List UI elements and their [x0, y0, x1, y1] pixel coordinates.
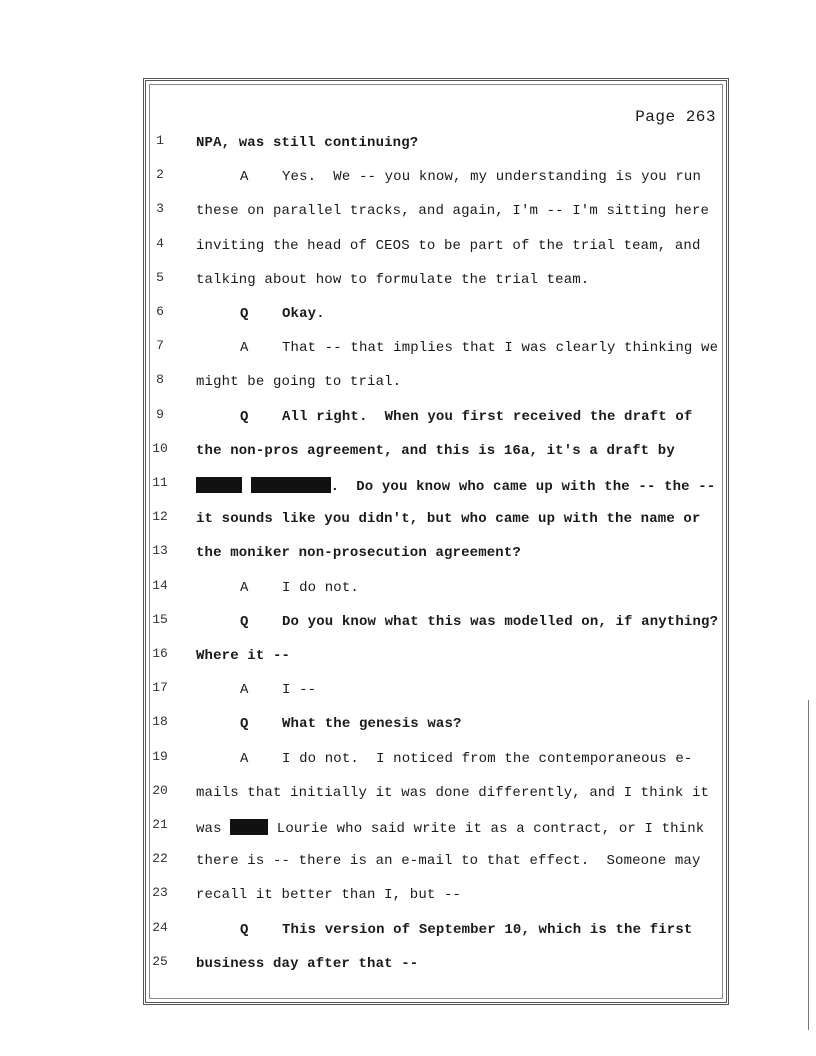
line-text: This version of September 10, which is the first	[282, 922, 693, 938]
line-text: I do not. I noticed from the contemporaneous e-	[282, 751, 693, 767]
transcript-line	[0, 612, 816, 642]
transcript-line	[0, 646, 816, 676]
line-number: 2	[156, 167, 164, 182]
line-number: 8	[156, 372, 164, 387]
transcript-line	[0, 817, 816, 847]
line-number: 13	[152, 543, 168, 558]
line-number: 24	[152, 920, 168, 935]
line-number: 3	[156, 201, 164, 216]
transcript-line	[0, 680, 816, 710]
transcript-line	[0, 578, 816, 608]
line-text: recall it better than I, but --	[196, 887, 462, 903]
line-number: 7	[156, 338, 164, 353]
speaker-label: A	[240, 169, 249, 185]
line-text: All right. When you first received the draft of	[282, 409, 693, 425]
line-text: business day after that --	[196, 956, 419, 972]
line-number: 5	[156, 270, 164, 285]
line-text: mails that initially it was done differently, and I think it	[196, 785, 710, 801]
speaker-label: Q	[240, 614, 249, 630]
transcript-line	[0, 851, 816, 881]
line-text: there is -- there is an e-mail to that effect. Someone may	[196, 853, 701, 869]
line-text: might be going to trial.	[196, 374, 402, 390]
line-text: the non-pros agreement, and this is 16a, it's a draft by	[196, 443, 675, 459]
line-number: 19	[152, 749, 168, 764]
line-number: 23	[152, 885, 168, 900]
transcript-line	[0, 954, 816, 984]
line-number: 9	[156, 407, 164, 422]
speaker-label: Q	[240, 306, 249, 322]
speaker-label: Q	[240, 922, 249, 938]
line-text: talking about how to formulate the trial team.	[196, 272, 590, 288]
transcript-line	[0, 920, 816, 950]
speaker-label: A	[240, 340, 249, 356]
transcript-line	[0, 407, 816, 437]
line-number: 22	[152, 851, 168, 866]
redaction-block	[251, 477, 331, 493]
transcript-line	[0, 338, 816, 368]
transcript-line	[0, 236, 816, 266]
line-number: 4	[156, 236, 164, 251]
line-number: 6	[156, 304, 164, 319]
transcript-line	[0, 372, 816, 402]
line-number: 10	[152, 441, 168, 456]
transcript-line	[0, 270, 816, 300]
line-number: 17	[152, 680, 168, 695]
line-text-prefix: was	[196, 821, 231, 837]
line-text: these on parallel tracks, and again, I'm -- I'm sitting here	[196, 203, 710, 219]
line-number: 15	[152, 612, 168, 627]
transcript-line	[0, 783, 816, 813]
transcript-line	[0, 543, 816, 573]
transcript-line	[0, 885, 816, 915]
line-text: I --	[282, 682, 317, 698]
transcript-line	[0, 475, 816, 505]
page-number: Page 263	[635, 108, 716, 126]
line-text: . Do you know who came up with the -- the --	[330, 479, 716, 495]
speaker-label: A	[240, 751, 249, 767]
line-number: 16	[152, 646, 168, 661]
line-text: the moniker non-prosecution agreement?	[196, 545, 521, 561]
line-text: Okay.	[282, 306, 325, 322]
line-number: 18	[152, 714, 168, 729]
line-text: inviting the head of CEOS to be part of the trial team, and	[196, 238, 701, 254]
transcript-line	[0, 714, 816, 744]
line-number: 1	[156, 133, 164, 148]
transcript-line	[0, 201, 816, 231]
speaker-label: A	[240, 682, 249, 698]
speaker-label: A	[240, 580, 249, 596]
line-text: I do not.	[282, 580, 359, 596]
line-text: What the genesis was?	[282, 716, 462, 732]
transcript-line	[0, 133, 816, 163]
line-number: 14	[152, 578, 168, 593]
line-text: NPA, was still continuing?	[196, 135, 419, 151]
line-text: Lourie who said write it as a contract, or I think	[268, 821, 705, 837]
transcript-line	[0, 749, 816, 779]
line-number: 20	[152, 783, 168, 798]
transcript-line	[0, 304, 816, 334]
speaker-label: Q	[240, 716, 249, 732]
line-text: Do you know what this was modelled on, if anything?	[282, 614, 719, 630]
transcript-line	[0, 509, 816, 539]
redaction-block	[230, 819, 268, 835]
line-number: 21	[152, 817, 168, 832]
line-text: Yes. We -- you know, my understanding is you run	[282, 169, 702, 185]
redaction-block	[196, 477, 242, 493]
line-number: 12	[152, 509, 168, 524]
line-text: it sounds like you didn't, but who came up with the name or	[196, 511, 701, 527]
line-number: 25	[152, 954, 168, 969]
speaker-label: Q	[240, 409, 249, 425]
transcript-line	[0, 167, 816, 197]
line-text: That -- that implies that I was clearly thinking we	[282, 340, 719, 356]
line-text: Where it --	[196, 648, 291, 664]
transcript-line	[0, 441, 816, 471]
line-number: 11	[152, 475, 168, 490]
